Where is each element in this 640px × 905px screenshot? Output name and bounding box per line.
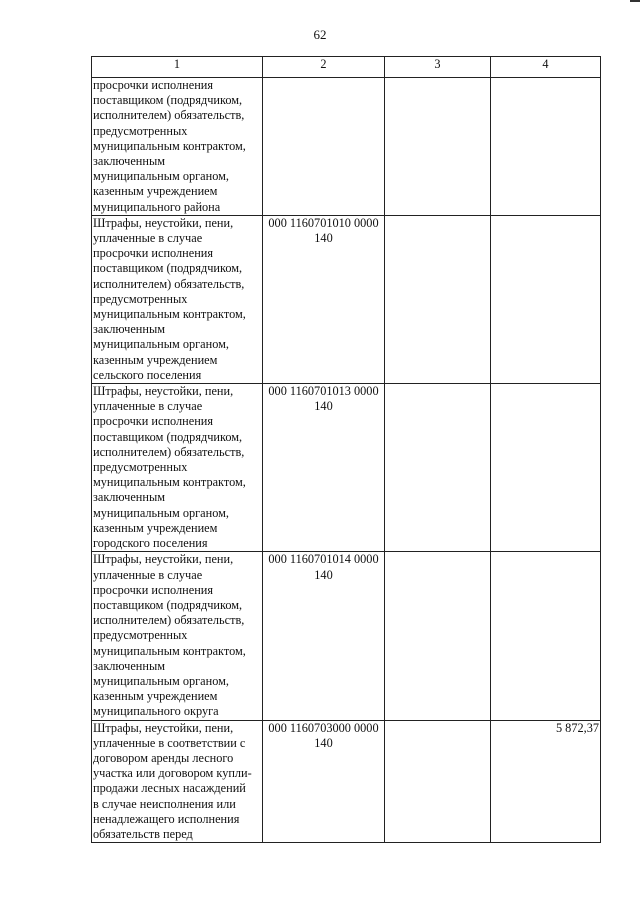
- row-col3-cell: [385, 720, 491, 843]
- row-name-cell: просрочки исполнения поставщиком (подрядчиком, исполнителем) обязательств, предусмотренных муниципальным контрактом, заключенным муниципальным органом, казенным учреждением муниципального района: [92, 78, 263, 216]
- table-row: [92, 552, 601, 720]
- row-col4-cell: [491, 78, 601, 216]
- column-header-4: 4: [491, 57, 601, 78]
- row-col3-cell: [385, 78, 491, 216]
- row-col3-cell: [385, 552, 491, 720]
- row-code-cell: 000 1160701010 0000 140: [263, 215, 385, 383]
- row-code-cell: 000 1160701013 0000 140: [263, 384, 385, 552]
- page-number: 62: [313, 27, 327, 42]
- table-row: [92, 215, 601, 383]
- row-code-cell: 000 1160701014 0000 140: [263, 552, 385, 720]
- column-header-2: 2: [263, 57, 385, 78]
- row-col3-cell: [385, 215, 491, 383]
- row-name-cell: Штрафы, неустойки, пени, уплаченные в соответствии с договором аренды лесного участка или договором купли- продажи лесных насаждений в случае неисполнения или ненадлежащего исполнения обязательств перед: [92, 720, 263, 843]
- table-row: [92, 384, 601, 552]
- header-row: [92, 57, 601, 78]
- row-col4-cell: [491, 215, 601, 383]
- row-code-cell: 000 1160703000 0000 140: [263, 720, 385, 843]
- row-name-cell: Штрафы, неустойки, пени, уплаченные в случае просрочки исполнения поставщиком (подрядчиком, исполнителем) обязательств, предусмотренных муниципальным контрактом, заключенным муниципальным органом, казенным учреждением сельского поселения: [92, 215, 263, 383]
- budget-table: [91, 56, 601, 843]
- corner-mark: [630, 0, 640, 8]
- row-col3-cell: [385, 384, 491, 552]
- row-name-cell: Штрафы, неустойки, пени, уплаченные в случае просрочки исполнения поставщиком (подрядчиком, исполнителем) обязательств, предусмотренных муниципальным контрактом, заключенным муниципальным органом, казенным учреждением городского поселения: [92, 384, 263, 552]
- row-col4-cell: [491, 384, 601, 552]
- table-row: [92, 720, 601, 843]
- column-header-3: 3: [385, 57, 491, 78]
- column-header-1: 1: [92, 57, 263, 78]
- row-col4-cell: 5 872,37: [491, 720, 601, 843]
- row-col4-cell: [491, 552, 601, 720]
- row-name-cell: Штрафы, неустойки, пени, уплаченные в случае просрочки исполнения поставщиком (подрядчиком, исполнителем) обязательств, предусмотренных муниципальным контрактом, заключенным муниципальным органом, казенным учреждением муниципального округа: [92, 552, 263, 720]
- table-row: [92, 78, 601, 216]
- row-code-cell: [263, 78, 385, 216]
